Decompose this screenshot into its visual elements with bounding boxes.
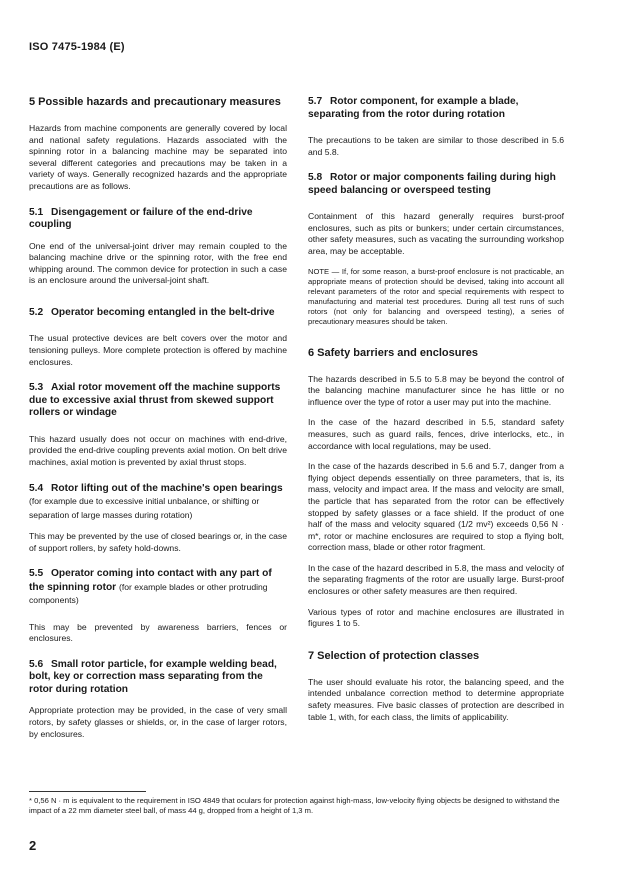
section-title: Axial rotor movement off the machine supports due to excessive axial thrust from skewed support rollers or windage — [29, 382, 281, 419]
section-5-2-heading — [29, 307, 287, 320]
section-5-3-heading — [29, 382, 287, 420]
section-5-heading: 5 Possible hazards and precautionary measures — [29, 96, 281, 108]
section-6-paragraph-4: In the case of the hazard described in 5.8, the mass and velocity of the separating fragments of the rotor are usually large. Burst-proof enclosures or other safety measures are then required. — [308, 562, 564, 597]
section-5-7-heading — [308, 96, 564, 121]
section-5-1-paragraph: One end of the universal-joint driver may remain coupled to the balancing machine drive or the spinning rotor, with the free end whipping around. The common device for protection in such a case is an enclosure around the universal-joint shaft. — [29, 240, 287, 286]
page-header: ISO 7475-1984 (E) — [29, 41, 125, 53]
section-5-6-heading — [29, 659, 287, 697]
section-5-5-heading — [29, 568, 287, 608]
section-number: 5.8 — [308, 172, 323, 184]
page-number: 2 — [29, 838, 37, 853]
section-5-2-paragraph: The usual protective devices are belt covers over the motor and tensioning pulleys. More complete protection is offered by machine enclosures. — [29, 333, 287, 367]
section-number: 5.5 — [29, 568, 44, 580]
section-7-paragraph: The user should evaluate his rotor, the balancing speed, and the intended unbalance correction method to determine appropriate safety measures. Five basic classes of protection are described in table 1, with, for each class, the limits of applicability. — [308, 676, 564, 722]
section-7-heading: 7 Selection of protection classes — [308, 649, 480, 662]
section-number: 5.4 — [29, 482, 44, 494]
section-title: Disengagement or failure of the end-drive coupling — [29, 206, 253, 231]
section-5-3-paragraph: This hazard usually does not occur on machines with end-drive, provided the end-drive coupling prevents axial motion. On belt drive machines, axial motion is prevented by axial thrust stops. — [29, 433, 287, 467]
section-number: 5.1 — [29, 206, 44, 218]
left-column — [29, 96, 287, 740]
section-5-8-paragraph: Containment of this hazard generally requires burst-proof enclosures, such as pits or bunkers; under certain circumstances, other safety measures, such as vacating the surrounding workshop area, may be acceptable. — [308, 211, 564, 256]
section-number: 5.6 — [29, 658, 44, 670]
section-title: Rotor or major components failing during high speed balancing or overspeed testing — [308, 172, 556, 196]
section-6-paragraph-1: The hazards described in 5.5 to 5.8 may be beyond the control of the balancing machine manufacturer since he has little or no influence over the type of rotor a user may put into the machine. — [308, 373, 564, 407]
section-title: Rotor component, for example a blade, separating from the rotor during rotation — [308, 96, 519, 120]
section-5-5-paragraph: This may be prevented by awareness barriers, fences or enclosures. — [29, 621, 287, 644]
section-5-7-paragraph: The precautions to be taken are similar to those described in 5.6 and 5.8. — [308, 135, 564, 157]
section-title: Rotor lifting out of the machine's open bearings — [51, 482, 283, 494]
section-5-4-heading — [29, 483, 287, 523]
section-title-note: (for example blades or other protruding components) — [29, 581, 268, 606]
section-title: Operator becoming entangled in the belt-drive — [51, 306, 275, 318]
section-5-4-paragraph: This may be prevented by the use of closed bearings or, in the case of support rollers, by safety hold-downs. — [29, 531, 287, 553]
footnote: * 0,56 N · m is equivalent to the requirement in ISO 4849 that oculars for protection against high-mass, low-velocity flying objects be designed to withstand the impact of a 22 mm diameter steel ball, of mass 44 g, dropped from a height of 1,3 m. — [29, 796, 560, 815]
section-6-paragraph-2: In the case of the hazard described in 5.5, standard safety measures, such as guard rails, fences, drive interlocks, etc., in accordance with local regulations, may be used. — [308, 417, 564, 451]
section-6-paragraph-5: Various types of rotor and machine enclosures are illustrated in figures 1 to 5. — [308, 606, 564, 629]
section-5-1-heading — [29, 207, 287, 232]
right-column — [308, 96, 564, 723]
section-number: 5.3 — [29, 382, 44, 394]
section-title: Small rotor particle, for example welding bead, bolt, key or correction mass separating from the rotor during rotation — [29, 658, 277, 695]
section-5-6-paragraph: Appropriate protection may be provided, in the case of very small rotors, by safety glasses or shields, or, in the case of larger rotors, by enclosures. — [29, 705, 287, 739]
section-6-paragraph-3: In the case of the hazards described in 5.6 and 5.7, danger from a flying object depends essentially on three parameters, that is, its mass, velocity and impact area. If the mass and velocity are small, the particle that has separated from the rotor can be effectively stopped by safety glasses or a face shield. If the product of one half of the mass and velocity squared (1/2 mv²) exceeds 0,56 N · m*, rotor or machine enclosures are required to stop a flying bolt, correction mass, blade or other rotor fragment. — [308, 461, 564, 553]
footnote-divider — [29, 791, 146, 792]
section-number: 5.2 — [29, 306, 44, 318]
section-5-8-heading — [308, 172, 564, 197]
section-6-heading: 6 Safety barriers and enclosures — [308, 346, 478, 359]
section-number: 5.7 — [308, 96, 323, 107]
section-5-8-note: NOTE — If, for some reason, a burst-proof enclosure is not practicable, an appropriate means of protection should be devised, taking into account all relevant parameters of the rotor and special requirements with respect to manufacturing and material test procedures. During all test runs of such rotors (not only for balancing and overspeed testing), a series of precautionary measures should be taken. — [308, 266, 564, 326]
section-title: Operator coming into contact with any part of the spinning rotor — [29, 568, 272, 593]
section-5-paragraph: Hazards from machine components are generally covered by local and national safety regulations. Hazards associated with the spinning rotor in a balancing machine may be separated into several different categories and precautions may be taken in a variety of ways. Generally recognized hazards and the appropriate precautions are as follows. — [29, 123, 287, 191]
section-title-note: (for example due to excessive initial unbalance, or shifting or separation of large masses during rotation) — [29, 496, 260, 520]
